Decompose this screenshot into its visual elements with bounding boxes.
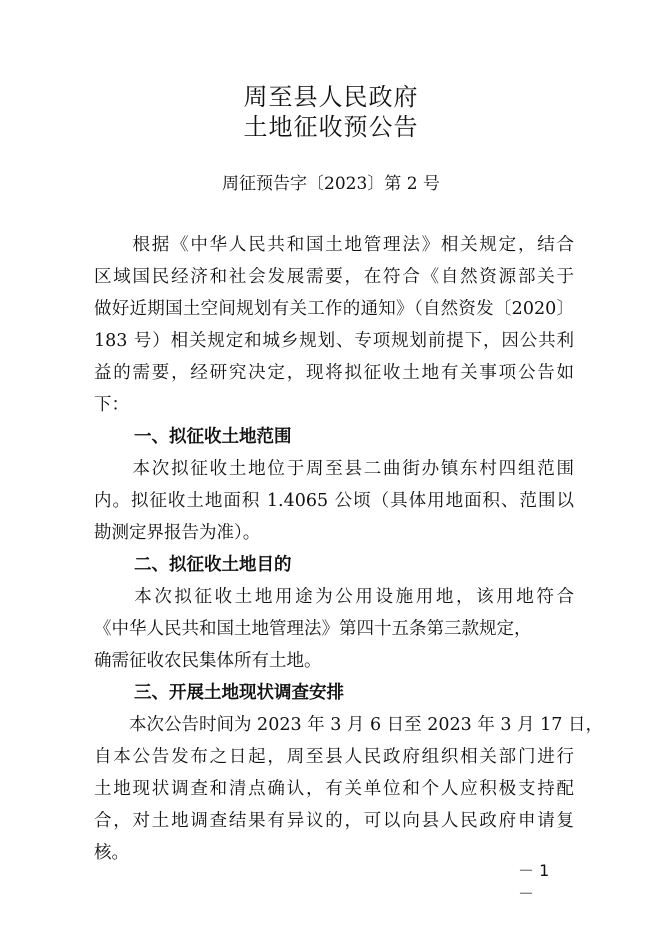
section2-line: 确需征收农民集体所有土地。: [94, 651, 322, 671]
section1-line: 本次拟征收土地位于周至县二曲街办镇东村四组范围: [94, 459, 574, 479]
section3-line: 核。: [94, 843, 129, 863]
section1-line: 勘测定界报告为准）。: [94, 523, 261, 543]
section3-line: 土地现状调查和清点确认，有关单位和个人应积极支持配: [94, 779, 574, 799]
section-heading-scope: 一、拟征收土地范围: [134, 427, 292, 447]
intro-line: 区域国民经济和社会发展需要，在符合《自然资源部关于: [94, 267, 574, 287]
intro-line: 下：: [94, 395, 129, 415]
section2-line: 《中华人民共和国土地管理法》第四十五条第三款规定，: [94, 619, 532, 639]
document-title-line1: 周至县人民政府: [243, 83, 419, 111]
section-heading-survey: 三、开展土地现状调查安排: [134, 683, 344, 703]
page-number-dash: －: [518, 884, 535, 903]
section3-line: 本次公告时间为 2023 年 3 月 6 日至 2023 年 3 月 17 日，: [94, 715, 603, 735]
section-heading-purpose: 二、拟征收土地目的: [134, 555, 292, 575]
document-number: 周征预告字〔2023〕第 2 号: [222, 174, 440, 194]
document-title-line2: 土地征收预公告: [243, 113, 419, 141]
page-number: － 1: [518, 861, 550, 880]
section1-line: 内。拟征收土地面积 1.4065 公顷（具体用地面积、范围以: [94, 491, 574, 511]
intro-line: 益的需要，经研究决定，现将拟征收土地有关事项公告如: [94, 363, 574, 383]
section3-line: 自本公告发布之日起，周至县人民政府组织相关部门进行: [94, 747, 574, 767]
section2-line: 本次拟征收土地用途为公用设施用地，该用地符合: [94, 587, 574, 607]
section3-line: 合，对土地调查结果有异议的，可以向县人民政府申请复: [94, 811, 574, 831]
intro-line: 183 号）相关规定和城乡规划、专项规划前提下，因公共利: [94, 331, 574, 351]
intro-line: 根据《中华人民共和国土地管理法》相关规定，结合: [94, 235, 574, 255]
intro-line: 做好近期国土空间规划有关工作的通知》（自然资发〔2020〕: [94, 299, 574, 319]
